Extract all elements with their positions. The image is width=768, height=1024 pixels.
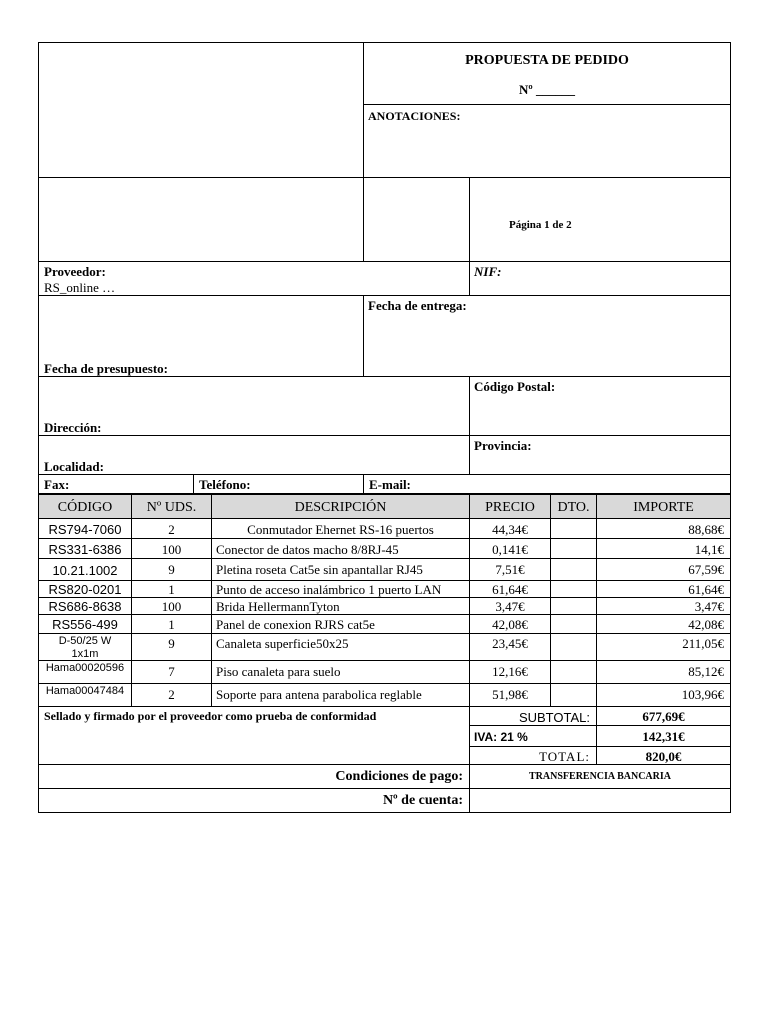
row-code: Hama00047484 bbox=[45, 685, 125, 697]
table-row bbox=[131, 614, 212, 634]
table-row bbox=[38, 558, 132, 581]
table-row bbox=[550, 518, 597, 539]
row-qty: 100 bbox=[161, 542, 182, 557]
col-header-amount-label: IMPORTE bbox=[633, 500, 694, 515]
supplier-value: RS_online … bbox=[44, 280, 116, 295]
account-label: Nº de cuenta: bbox=[382, 793, 463, 808]
fax-box[interactable] bbox=[38, 474, 194, 494]
row-price: 61,64€ bbox=[492, 582, 528, 597]
row-code: RS686-8638 bbox=[48, 599, 122, 614]
row-amount: 67,59€ bbox=[688, 562, 724, 577]
annotations-box[interactable] bbox=[363, 104, 731, 178]
row-amount: 42,08€ bbox=[688, 617, 724, 632]
table-row bbox=[211, 580, 470, 598]
table-row bbox=[211, 518, 470, 539]
table-row bbox=[211, 683, 470, 707]
nif-label: NIF: bbox=[474, 264, 502, 279]
fax-label: Fax: bbox=[44, 477, 70, 492]
row-qty: 2 bbox=[168, 522, 175, 537]
page-indicator: Página 1 de 2 bbox=[509, 219, 572, 231]
row-qty: 2 bbox=[168, 687, 175, 702]
conformity-text: Sellado y firmado por el proveedor como prueba de conformidad bbox=[44, 709, 377, 723]
row-qty: 7 bbox=[168, 664, 175, 679]
table-row bbox=[38, 614, 132, 634]
table-row bbox=[38, 660, 132, 684]
row-amount: 61,64€ bbox=[688, 582, 724, 597]
col-header-code-label: CÓDIGO bbox=[57, 500, 113, 515]
table-row bbox=[211, 597, 470, 615]
col-header-discount-label: DTO. bbox=[557, 500, 590, 515]
row-amount: 103,96€ bbox=[681, 687, 724, 702]
subtotal-label-cell bbox=[469, 706, 597, 726]
row-amount: 14,1€ bbox=[694, 542, 724, 557]
quote-date-box[interactable] bbox=[38, 295, 364, 377]
table-row bbox=[550, 633, 597, 661]
row-code: RS331-6386 bbox=[48, 542, 122, 557]
row-price: 0,141€ bbox=[492, 542, 528, 557]
table-row bbox=[469, 633, 551, 661]
delivery-date-box[interactable] bbox=[363, 295, 731, 377]
iva-label-cell bbox=[469, 725, 597, 747]
table-row bbox=[596, 597, 731, 615]
table-row bbox=[596, 633, 731, 661]
row-qty: 1 bbox=[168, 582, 175, 597]
table-row bbox=[469, 538, 551, 559]
table-row bbox=[131, 538, 212, 559]
table-row bbox=[38, 518, 132, 539]
table-row bbox=[211, 614, 470, 634]
table-row bbox=[550, 558, 597, 581]
table-row bbox=[469, 558, 551, 581]
col-header-discount bbox=[550, 494, 597, 519]
iva-value-cell bbox=[596, 725, 731, 747]
subtotal-value: 677,69€ bbox=[642, 709, 685, 724]
table-row bbox=[550, 597, 597, 615]
account-label-cell bbox=[38, 788, 470, 813]
col-header-description bbox=[211, 494, 470, 519]
table-row bbox=[469, 518, 551, 539]
table-row bbox=[131, 580, 212, 598]
table-row bbox=[211, 538, 470, 559]
table-row bbox=[596, 660, 731, 684]
table-row bbox=[211, 558, 470, 581]
table-row bbox=[596, 614, 731, 634]
order-number: Nº ______ bbox=[519, 82, 575, 97]
table-row bbox=[550, 538, 597, 559]
supplier-label: Proveedor: bbox=[44, 264, 106, 279]
col-header-price bbox=[469, 494, 551, 519]
document-title: PROPUESTA DE PEDIDO bbox=[465, 53, 629, 68]
table-row bbox=[550, 660, 597, 684]
row-description: Punto de acceso inalámbrico 1 puerto LAN bbox=[216, 582, 442, 597]
row-code: RS820-0201 bbox=[48, 582, 122, 597]
table-row bbox=[38, 538, 132, 559]
table-row bbox=[550, 614, 597, 634]
row-code: RS794-7060 bbox=[48, 522, 122, 537]
table-row bbox=[131, 660, 212, 684]
row-description: Pletina roseta Cat5e sin apantallar RJ45 bbox=[216, 562, 423, 577]
row-price: 3,47€ bbox=[495, 599, 525, 614]
province-box[interactable] bbox=[469, 435, 731, 475]
table-row bbox=[596, 538, 731, 559]
order-form bbox=[38, 42, 731, 813]
row-description: Soporte para antena parabolica reglable bbox=[216, 687, 422, 702]
row-code: 10.21.1002 bbox=[52, 563, 118, 578]
table-row bbox=[550, 683, 597, 707]
table-row bbox=[131, 633, 212, 661]
row-qty: 9 bbox=[168, 562, 175, 577]
locality-box[interactable] bbox=[38, 435, 470, 475]
col-header-code bbox=[38, 494, 132, 519]
col-header-price-label: PRECIO bbox=[485, 500, 535, 515]
row-description: Panel de conexion RJRS cat5e bbox=[216, 617, 375, 632]
col-header-qty-label: Nº UDS. bbox=[146, 500, 197, 515]
row-qty: 100 bbox=[161, 599, 182, 614]
col-header-description-label: DESCRIPCIÓN bbox=[294, 500, 387, 515]
row-qty: 9 bbox=[168, 636, 175, 651]
email-box[interactable] bbox=[363, 474, 731, 494]
address-label: Dirección: bbox=[44, 420, 102, 435]
account-value-cell[interactable] bbox=[469, 788, 731, 813]
total-label: TOTAL: bbox=[539, 749, 590, 764]
table-row bbox=[469, 660, 551, 684]
iva-label: IVA: 21 % bbox=[474, 730, 528, 744]
table-row bbox=[550, 580, 597, 598]
table-row bbox=[469, 614, 551, 634]
title-box bbox=[363, 42, 731, 105]
delivery-date-label: Fecha de entrega: bbox=[368, 298, 467, 313]
table-row bbox=[596, 518, 731, 539]
payment-conditions-label: Condiciones de pago: bbox=[335, 769, 463, 784]
row-amount: 3,47€ bbox=[694, 599, 724, 614]
table-row bbox=[596, 558, 731, 581]
row-price: 12,16€ bbox=[492, 664, 528, 679]
locality-label: Localidad: bbox=[44, 459, 104, 474]
row-price: 51,98€ bbox=[492, 687, 528, 702]
phone-label: Teléfono: bbox=[199, 477, 251, 492]
quote-date-label: Fecha de presupuesto: bbox=[44, 361, 168, 376]
page-box bbox=[469, 177, 731, 262]
postal-code-box[interactable] bbox=[469, 376, 731, 436]
total-value: 820,0€ bbox=[645, 749, 682, 764]
table-row bbox=[131, 683, 212, 707]
email-label: E-mail: bbox=[369, 477, 411, 492]
nif-box[interactable] bbox=[469, 261, 731, 296]
payment-label-cell bbox=[38, 764, 470, 789]
row-code: D-50/25 W bbox=[58, 635, 112, 647]
row-code: Hama00020596 bbox=[45, 662, 125, 674]
annotations-label: ANOTACIONES: bbox=[368, 109, 461, 123]
supplier-box[interactable] bbox=[38, 261, 470, 296]
row-amount: 88,68€ bbox=[688, 522, 724, 537]
logo-area bbox=[38, 42, 364, 178]
row-code: RS556-499 bbox=[52, 617, 118, 632]
company-area bbox=[38, 177, 364, 262]
row-qty: 1 bbox=[168, 617, 175, 632]
payment-value-cell[interactable] bbox=[469, 764, 731, 789]
table-row bbox=[211, 633, 470, 661]
conformity-box[interactable] bbox=[38, 706, 470, 765]
table-row bbox=[469, 597, 551, 615]
subtotal-value-cell bbox=[596, 706, 731, 726]
row-description: Conmutador Ehernet RS-16 puertos bbox=[247, 522, 434, 537]
phone-box[interactable] bbox=[193, 474, 364, 494]
row-price: 23,45€ bbox=[492, 636, 528, 651]
table-row bbox=[131, 518, 212, 539]
iva-value: 142,31€ bbox=[642, 729, 685, 744]
row-description: Brida HellermannTyton bbox=[216, 599, 340, 614]
row-description: Piso canaleta para suelo bbox=[216, 664, 341, 679]
table-row bbox=[38, 683, 132, 707]
row-code-line2: 1x1m bbox=[71, 648, 99, 660]
total-value-cell bbox=[596, 746, 731, 765]
table-row bbox=[38, 580, 132, 598]
col-header-amount bbox=[596, 494, 731, 519]
row-description: Canaleta superficie50x25 bbox=[216, 636, 349, 651]
table-row bbox=[469, 580, 551, 598]
table-row bbox=[131, 558, 212, 581]
table-row bbox=[596, 683, 731, 707]
blank-area bbox=[363, 177, 470, 262]
address-box[interactable] bbox=[38, 376, 470, 436]
row-amount: 211,05€ bbox=[682, 636, 724, 651]
col-header-qty bbox=[131, 494, 212, 519]
table-row bbox=[38, 597, 132, 615]
postal-code-label: Código Postal: bbox=[474, 379, 556, 394]
table-row bbox=[596, 580, 731, 598]
table-row bbox=[131, 597, 212, 615]
table-row bbox=[38, 633, 132, 661]
table-row bbox=[469, 683, 551, 707]
row-price: 44,34€ bbox=[492, 522, 528, 537]
payment-conditions-value: TRANSFERENCIA BANCARIA bbox=[529, 771, 671, 782]
total-label-cell bbox=[469, 746, 597, 765]
row-price: 42,08€ bbox=[492, 617, 528, 632]
row-price: 7,51€ bbox=[495, 562, 525, 577]
subtotal-label: SUBTOTAL: bbox=[518, 710, 590, 725]
row-amount: 85,12€ bbox=[688, 664, 724, 679]
row-description: Conector de datos macho 8/8RJ-45 bbox=[216, 542, 399, 557]
table-row bbox=[211, 660, 470, 684]
province-label: Provincia: bbox=[474, 438, 532, 453]
